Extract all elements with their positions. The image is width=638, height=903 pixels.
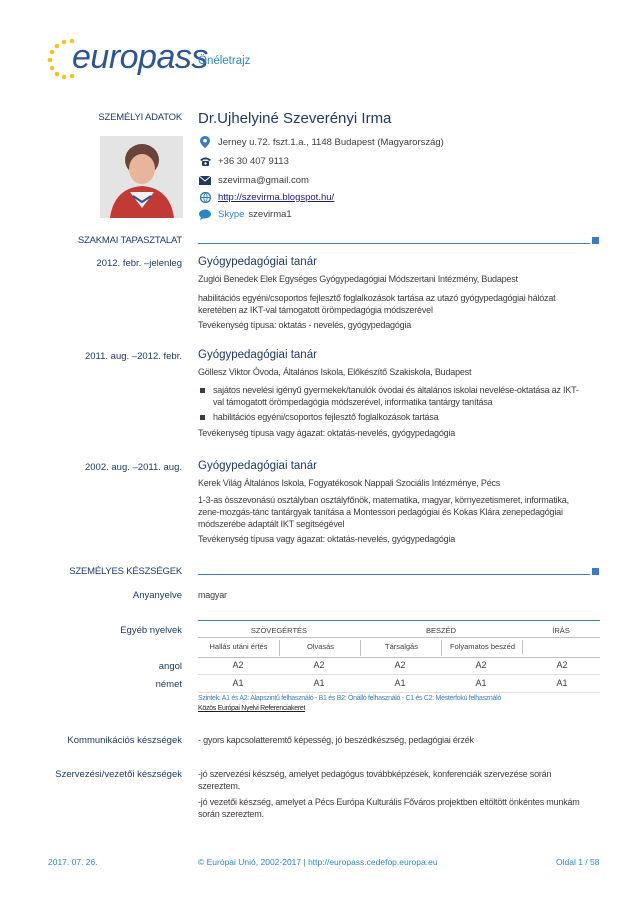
website-row xyxy=(198,191,334,203)
level-cell: A1 xyxy=(475,678,487,688)
organisational-skills-text: -jó vezetői készség, amelyet a Pécs Európa Kulturális Főváros projektben eltöltött önkéntes munkám xyxy=(198,797,580,807)
document-title: Önéletrajz xyxy=(198,55,251,67)
level-cell: A2 xyxy=(475,660,487,670)
job-description: módszerébe adaptált IKT segítségével xyxy=(198,519,345,529)
organisational-skills-text: -jó szervezési készség, amelyet pedagógus továbbképzések, konferenciák szervezése során xyxy=(198,769,552,779)
job-bullet xyxy=(198,384,600,397)
sub-listening: Hallás utáni értés xyxy=(209,642,268,651)
sub-interaction: Társalgás xyxy=(360,640,442,656)
full-name: Dr.Ujhelyiné Szeverényi Irma xyxy=(198,110,392,127)
header-separator xyxy=(198,637,600,638)
phone-icon xyxy=(198,155,212,167)
levels-note: Szintek: A1 és A2: Alapszintű felhasználó - B1 és B2: Önálló felhasználó - C1 és C2: Mesterfokú felhasználó xyxy=(198,695,501,702)
experience-divider-square xyxy=(592,237,599,244)
sub-separator xyxy=(522,640,523,654)
phone-row xyxy=(198,155,289,167)
mother-tongue-label: Anyanyelve xyxy=(132,590,182,601)
level-cell: A1 xyxy=(232,678,244,688)
level-cell: A2 xyxy=(556,660,568,670)
other-languages-label: Egyéb nyelvek xyxy=(120,625,182,636)
job-date: 2002. aug. –2011. aug. xyxy=(84,462,182,473)
row-separator xyxy=(198,692,600,693)
job-date: 2012. febr. –jelenleg xyxy=(96,258,182,269)
level-cell: A2 xyxy=(313,660,325,670)
skype-row xyxy=(198,208,292,220)
language-name: angol xyxy=(158,661,182,672)
communication-skills-label: Kommunikációs készségek xyxy=(67,735,182,746)
job-type: Tevékenység típusa vagy ágazat: oktatás-nevelés, gyógypedagógia xyxy=(198,534,456,544)
footer-page-number: Oldal 1 / 58 xyxy=(556,857,600,867)
bullet-square-icon xyxy=(200,388,205,393)
sub-reading: Olvasás xyxy=(279,640,361,656)
job-description: zene-mozgás-tánc tantárgyak tanítása a Montessori pedagógiai és Kokas Klára zenepedagógiai xyxy=(198,507,563,517)
phone-text: +36 30 407 9113 xyxy=(218,155,289,167)
email-row xyxy=(198,174,309,186)
organisational-skills-text: szereztem. xyxy=(198,781,241,791)
table-top-line xyxy=(198,620,600,621)
job-bullet xyxy=(198,411,600,424)
europass-logo: europass xyxy=(72,38,208,76)
skills-divider-square xyxy=(592,568,599,575)
skills-section-label: SZEMÉLYES KÉSZSÉGEK xyxy=(69,566,182,577)
job-employer: Zuglói Benedek Elek Egységes Gyógypedagógiai Módszertani Intézmény, Budapest xyxy=(198,274,518,284)
mother-tongue-value: magyar xyxy=(198,590,227,600)
job-description: 1-3-as összevonású osztályban osztályfőnök, matematika, magyar, környezetismeret, informatika, xyxy=(198,495,569,505)
footer-date: 2017. 07. 26. xyxy=(48,857,98,867)
bullet-text: sajátos nevelési igényű gyermekek/tanulók óvodai és általános iskolai nevelése-oktatása az IKT- xyxy=(213,385,579,395)
communication-skills-value: - gyors kapcsolatteremtő képesség, jó beszédkészség, pedagógiai érzék xyxy=(198,735,474,745)
job-description: habilitációs egyéni/csoportos fejlesztő foglalkozások tartása az utazó gyógypedagógiai hálózat xyxy=(198,293,556,303)
job-employer: Kerek Világ Általános Iskola, Fogyatékosok Nappali Szociális Intézménye, Pécs xyxy=(198,478,501,488)
globe-icon xyxy=(198,191,212,203)
sub-production: Folyamatos beszéd xyxy=(441,640,523,656)
header-writing: ÍRÁS xyxy=(552,626,570,635)
experience-section-label: SZAKMAI TAPASZTALAT xyxy=(77,235,182,246)
header-understanding: SZÖVEGÉRTÉS xyxy=(250,626,308,635)
level-cell: A2 xyxy=(232,660,244,670)
job-date: 2011. aug. –2012. febr. xyxy=(84,351,182,362)
job-employer: Göllesz Viktor Óvoda, Általános Iskola, Előkészítő Szakiskola, Budapest xyxy=(198,367,472,377)
bullet-text: habilitációs egyéni/csoportos fejlesztő foglalkozások tartása xyxy=(213,412,439,422)
job-title: Gyógypedagógiai tanár xyxy=(198,349,317,361)
profile-photo xyxy=(100,136,183,218)
row-separator xyxy=(198,674,600,675)
chat-bubble-icon xyxy=(198,208,212,220)
personal-section-label: SZEMÉLYI ADATOK xyxy=(98,112,182,123)
address-row xyxy=(198,136,444,148)
level-cell: A1 xyxy=(313,678,325,688)
level-cell: A1 xyxy=(394,678,406,688)
organisational-skills-text: során szereztem. xyxy=(198,809,264,819)
experience-divider xyxy=(198,243,590,244)
organisational-skills-label: Szervezési/vezetői készségek xyxy=(55,769,182,780)
subheader-bottom-line xyxy=(198,657,600,658)
skype-label: Skype xyxy=(218,208,245,220)
job-description: keretében az IKT-val támogatott örömpedagógia módszerével xyxy=(198,305,433,315)
location-pin-icon xyxy=(198,136,212,148)
address-text: Jerney u.72. fszt.1.a., 1148 Budapest (Magyarország) xyxy=(218,136,444,148)
skype-id: szevirma1 xyxy=(248,208,292,220)
job-title: Gyógypedagógiai tanár xyxy=(198,256,317,268)
skills-divider xyxy=(198,574,590,575)
bullet-square-icon xyxy=(200,415,205,420)
email-icon xyxy=(198,174,212,186)
language-name: német xyxy=(155,679,182,690)
bullet-text-continued: val támogatott örömpedagógia módszerével, informatika tantárgy tanítása xyxy=(213,397,493,407)
job-type: Tevékenység típusa: oktatás - nevelés, gyógypedagógia xyxy=(198,320,412,330)
job-type: Tevékenység típusa vagy ágazat: oktatás-nevelés, gyógypedagógia xyxy=(198,428,456,438)
level-cell: A2 xyxy=(394,660,406,670)
website-link[interactable]: http://szevirma.blogspot.hu/ xyxy=(218,191,335,203)
header-speaking: BESZÉD xyxy=(425,626,456,635)
cefr-link[interactable]: Közös Európai Nyelvi Referenciakeret xyxy=(198,705,306,712)
email-text[interactable]: szevirma@gmail.com xyxy=(218,174,309,186)
footer-copyright: © Európai Unió, 2002-2017 | http://europass.cedefop.europa.eu xyxy=(198,857,438,867)
job-title: Gyógypedagógiai tanár xyxy=(198,460,317,472)
level-cell: A1 xyxy=(556,678,568,688)
